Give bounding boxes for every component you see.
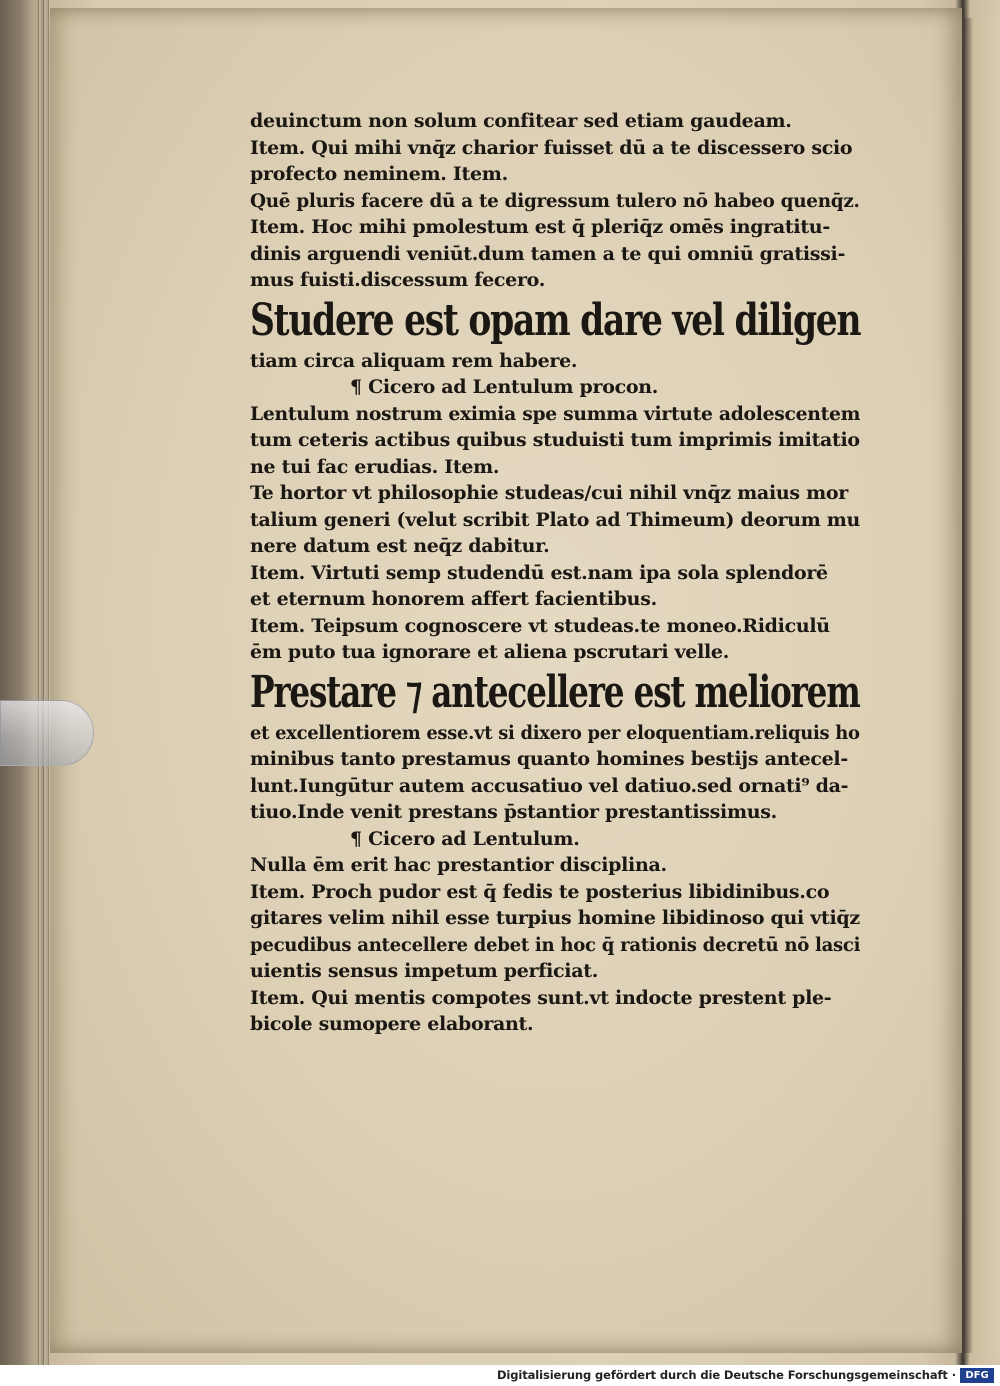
heading-line: Studere est opam dare vel diligen [250, 294, 861, 346]
text-line: Item. Teipsum cognoscere vt studeas.te moneo.Ridiculū [250, 614, 830, 637]
text-line: mus fuisti.discessum fecero. [250, 269, 546, 291]
text-line: Item. Qui mihi vnq̄z charior fuisset dū a te discessero scio [250, 136, 853, 159]
text-line: ne tui fac erudias. Item. [250, 455, 500, 478]
heading-line: Prestare ⁊ antecellere est meliorem [250, 666, 860, 718]
text-line: ¶ Cicero ad Lentulum procon. [350, 376, 659, 398]
text-line: nere datum est neq̄z dabitur. [250, 535, 550, 557]
page-edges [36, 0, 50, 1365]
text-line: deuinctum non solum confitear sed etiam gaudeam. [250, 110, 792, 132]
text-line: tum ceteris actibus quibus studuisti tum imprimis imitatio [250, 429, 860, 451]
text-line: tiuo.Inde venit prestans p̄stantior prestantissimus. [250, 801, 777, 823]
text-line: talium generi (velut scribit Plato ad Thimeum) deorum mu [250, 508, 860, 531]
text-line: Nulla ēm erit hac prestantior disciplina. [250, 854, 667, 876]
text-line: bicole sumopere elaborant. [250, 1013, 534, 1035]
text-line: ēm puto tua ignorare et aliena pscrutari velle. [250, 641, 730, 663]
text-line: Item. Virtuti semp studendū est.nam ipa sola splendorē [250, 561, 828, 584]
text-line: minibus tanto prestamus quanto homines bestijs antecel- [250, 748, 848, 770]
page-clip [0, 700, 94, 766]
text-line: Item. Hoc mihi pmolestum est q̄ pleriq̄z omēs ingratitu- [250, 216, 830, 238]
footer-credit: Digitalisierung gefördert durch die Deutsche Forschungsgemeinschaft · [496, 1368, 956, 1382]
page-text [250, 108, 860, 1038]
text-line: Quē pluris facere dū a te digressum tulero nō habeo quenq̄z. [250, 189, 860, 212]
text-line: gitares velim nihil esse turpius homine libidinoso qui vtiq̄z [250, 907, 860, 929]
text-line: ¶ Cicero ad Lentulum. [350, 827, 580, 850]
text-line: uientis sensus impetum perficiat. [250, 960, 599, 982]
facing-page-edge [964, 18, 1000, 1353]
text-line: tiam circa aliquam rem habere. [250, 349, 578, 372]
text-line: lunt.Iungūtur autem accusatiuo vel datiuo.sed ornati⁹ da- [250, 774, 849, 797]
footer-bar [0, 1365, 1000, 1386]
text-line: profecto neminem. Item. [250, 163, 508, 185]
dfg-logo: DFG [960, 1368, 994, 1383]
text-line: et eternum honorem affert facientibus. [250, 588, 657, 610]
text-line: dinis arguendi veniūt.dum tamen a te qui omniū gratissi- [250, 242, 846, 265]
text-line: pecudibus antecellere debet in hoc q̄ rationis decretū nō lasci [250, 933, 861, 956]
text-line: Te hortor vt philosophie studeas/cui nihil vnq̄z maius mor [250, 482, 848, 504]
text-line: Item. Qui mentis compotes sunt.vt indocte prestent ple- [250, 986, 832, 1009]
text-line: et excellentiorem esse.vt si dixero per eloquentiam.reliquis ho [250, 721, 860, 744]
text-line: Lentulum nostrum eximia spe summa virtute adolescentem [250, 402, 861, 425]
text-line: Item. Proch pudor est q̄ fedis te posterius libidinibus.co [250, 880, 830, 903]
